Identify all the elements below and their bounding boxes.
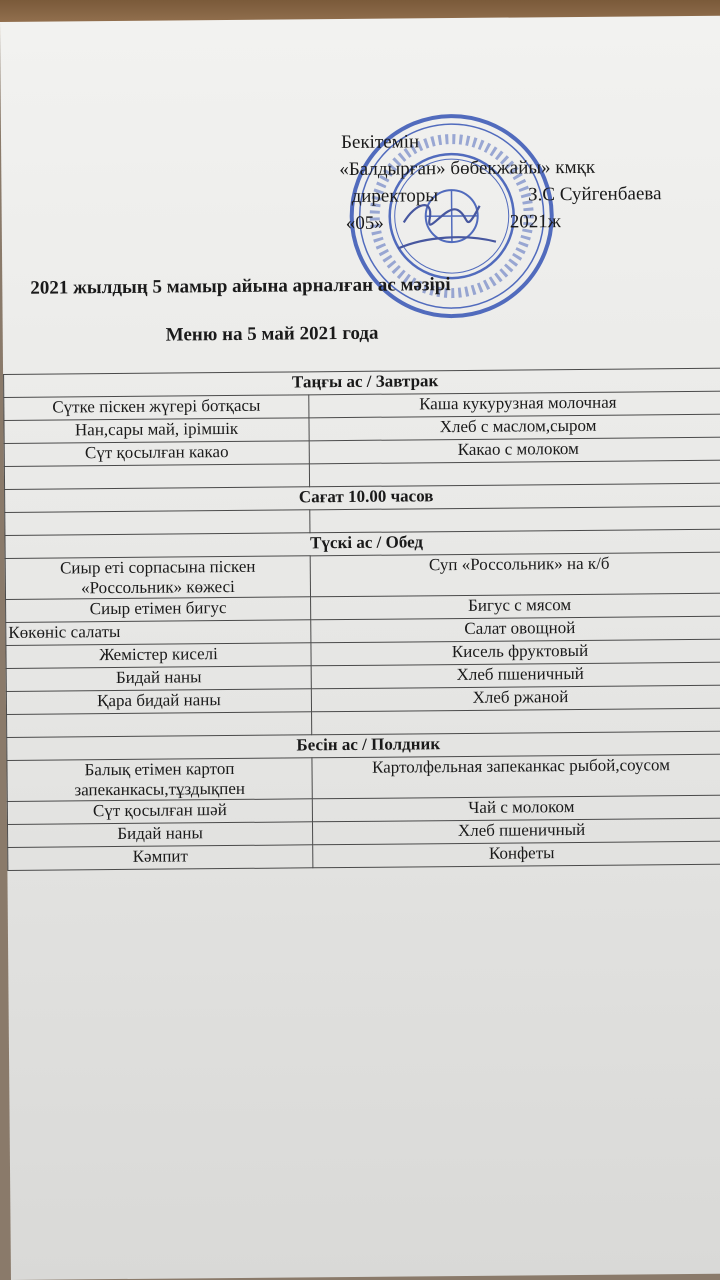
dish-russian: Бигус с мясом — [311, 593, 720, 620]
dish-russian: Конфеты — [313, 841, 720, 868]
dish-russian: Каша кукурузная молочная — [309, 391, 720, 418]
approval-block — [337, 126, 718, 237]
dish-kazakh: Сиыр етімен бигус — [6, 597, 311, 623]
dish-russian: Хлеб пшеничный — [312, 818, 720, 845]
dish-kazakh: Көкөніс салаты — [6, 620, 311, 646]
dish-russian: Хлеб с маслом,сыром — [309, 414, 720, 441]
dish-kazakh-line: запеканкасы,тұздықпен — [74, 778, 246, 800]
dish-russian: Суп «Россольник» на к/б — [310, 552, 720, 597]
position-label: директоры — [351, 185, 439, 207]
dish-kazakh-line: «Россольник» көжесі — [80, 576, 235, 598]
dish-russian: Какао с молоком — [309, 437, 720, 464]
dish-kazakh-line: Сиыр еті сорпасына піскен — [59, 556, 256, 578]
dish-kazakh: Кәмпит — [8, 845, 313, 871]
section-snack: Сағат 10.00 часов — [5, 483, 720, 512]
dish-kazakh — [5, 556, 310, 600]
dish-kazakh: Қара бидай наны — [6, 689, 311, 715]
dish-russian: Хлеб пшеничный — [311, 662, 720, 689]
table-row — [7, 754, 720, 801]
menu-title-kazakh: 2021 жылдың 5 мамыр айына арналған ас мәзірі — [30, 274, 451, 299]
dish-kazakh: Бидай наны — [6, 666, 311, 692]
dish-kazakh: Нан,сары май, ірімшік — [4, 418, 309, 444]
dish-kazakh-line: Балық етімен картоп — [84, 758, 235, 780]
dish-kazakh: Жемістер киселі — [6, 643, 311, 669]
dish-kazakh: Бидай наны — [8, 822, 313, 848]
dish-kazakh: Сүт қосылған шәй — [7, 799, 312, 825]
dish-russian: Чай с молоком — [312, 795, 720, 822]
approval-heading: Бекітемін — [340, 131, 420, 154]
table-row — [5, 552, 720, 599]
menu-table — [3, 368, 720, 871]
director-name: З.С Суйгенбаева — [528, 183, 662, 206]
dish-russian: Кисель фруктовый — [311, 639, 720, 666]
dish-kazakh: Сүтке піскен жүгері ботқасы — [4, 395, 309, 421]
organization-name: «Балдырған» бөбекжайы» кмқк — [339, 156, 596, 181]
section-afternoon: Бесін ас / Полдник — [7, 731, 720, 760]
dish-russian: Картолфельная запеканкас рыбой,соусом — [312, 754, 720, 799]
approval-day: «05» — [345, 212, 384, 234]
dish-kazakh: Сүт қосылған какао — [4, 441, 309, 467]
dish-kazakh — [7, 758, 312, 802]
section-lunch: Түскі ас / Обед — [5, 529, 720, 558]
dish-russian: Хлеб ржаной — [311, 685, 720, 712]
dish-russian: Салат овощной — [311, 616, 720, 643]
section-breakfast: Таңғы ас / Завтрак — [4, 368, 720, 397]
menu-document — [0, 16, 720, 1280]
approval-year: 2021ж — [509, 211, 561, 233]
table-row — [8, 841, 720, 870]
menu-title-russian: Меню на 5 май 2021 года — [165, 322, 379, 346]
